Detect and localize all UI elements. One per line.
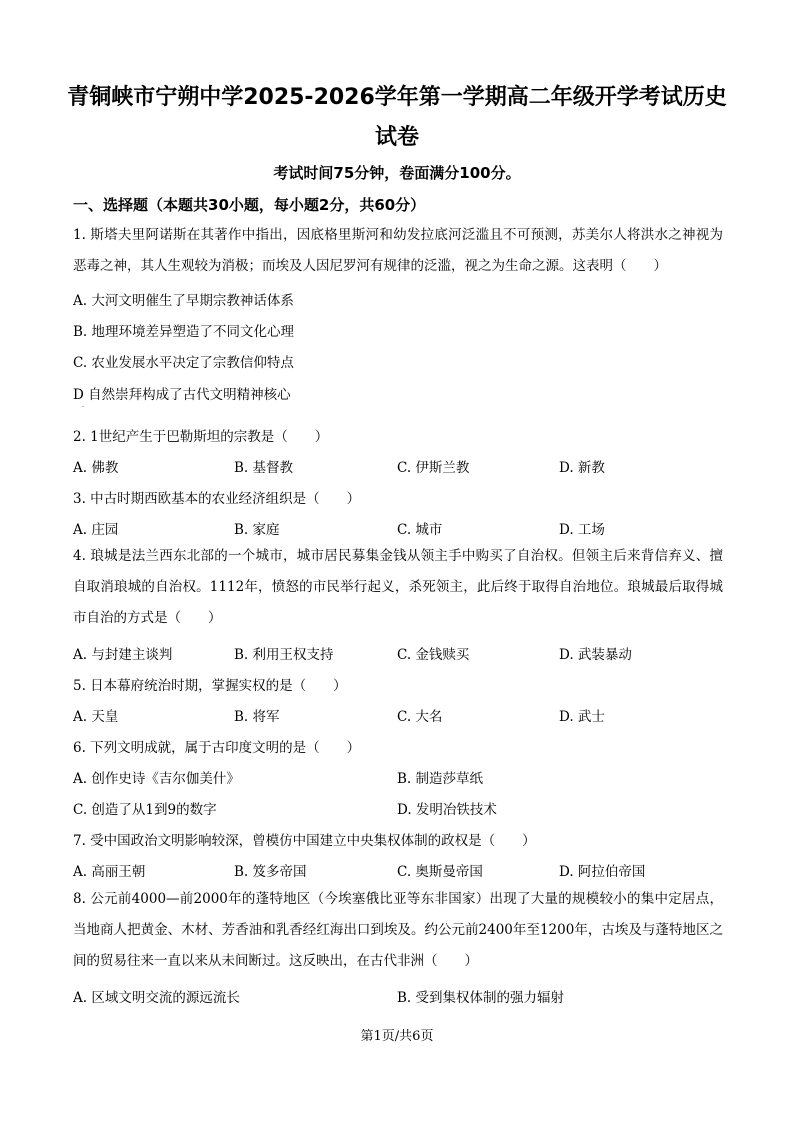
question-1-option-d[interactable]: D 自然崇拜构成了古代文明精神核心 <box>73 387 291 403</box>
question-4-option-d[interactable]: D. 武装暴动 <box>559 647 632 663</box>
page-title: 青铜峡市宁朔中学2025-2026学年第一学期高二年级开学考试历史试卷 <box>67 85 727 150</box>
question-7-option-c[interactable]: C. 奥斯曼帝国 <box>397 864 483 880</box>
question-6-option-c[interactable]: C. 创造了从1到9的数字 <box>73 802 217 818</box>
question-6-option-d[interactable]: D. 发明冶铁技术 <box>397 802 497 818</box>
question-5-option-b[interactable]: B. 将军 <box>234 709 280 725</box>
question-6-stem: 6. 下列文明成就，属于古印度文明的是（ ） <box>73 740 361 756</box>
question-7-option-b[interactable]: B. 笈多帝国 <box>234 864 307 880</box>
question-2-stem: 2. 1世纪产生于巴勒斯坦的宗教是（ ） <box>73 429 329 445</box>
question-1-option-b[interactable]: B. 地理环境差异塑造了不同文化心理 <box>73 324 295 340</box>
question-5-option-d[interactable]: D. 武士 <box>559 709 605 725</box>
question-4-stem: 4. 琅城是法兰西东北部的一个城市，城市居民募集金钱从领主手中购买了自治权。但领主后来背信弃义、擅自取消琅城的自治权。1112年，愤怒的市民举行起义，杀死领主，此后终于取得自治地位。琅城最后取得城市自治的方式是（ ） <box>73 548 723 626</box>
question-3-option-c[interactable]: C. 城市 <box>397 522 443 538</box>
question-1-option-c[interactable]: C. 农业发展水平决定了宗教信仰特点 <box>73 355 294 371</box>
question-4-option-a[interactable]: A. 与封建主谈判 <box>73 647 173 663</box>
question-6-option-b[interactable]: B. 制造莎草纸 <box>397 771 484 787</box>
question-6-option-a[interactable]: A. 创作史诗《吉尔伽美什》 <box>73 771 240 787</box>
question-2-option-b[interactable]: B. 基督教 <box>234 460 294 476</box>
question-7-stem: 7. 受中国政治文明影响较深，曾模仿中国建立中央集权体制的政权是（ ） <box>73 833 536 849</box>
question-2-option-c[interactable]: C. 伊斯兰教 <box>397 460 470 476</box>
question-1-stem: 1. 斯塔夫里阿诺斯在其著作中指出，因底格里斯河和幼发拉底河泛滥且不可预测，苏美尔人将洪水之神视为恶毒之神，其人生观较为消极；而埃及人因尼罗河有规律的泛滥，视之为生命之源。这表明（ ） <box>73 227 723 274</box>
question-3-option-d[interactable]: D. 工场 <box>559 522 605 538</box>
question-3-option-a[interactable]: A. 庄园 <box>73 522 119 538</box>
page-footer: 第1页/共6页 <box>360 1029 434 1044</box>
stray-dot: · <box>82 404 84 411</box>
question-8-stem: 8. 公元前4000—前2000年的蓬特地区（今埃塞俄比亚等东非国家）出现了大量的规模较小的集中定居点，当地商人把黄金、木材、芳香油和乳香经红海出口到埃及。约公元前2400年至1200年，古埃及与蓬特地区之间的贸易往来一直以来从未间断过。这反映出，在古代非洲（ ） <box>73 891 723 969</box>
question-7-option-d[interactable]: D. 阿拉伯帝国 <box>559 864 646 880</box>
question-1-option-a[interactable]: A. 大河文明催生了早期宗教神话体系 <box>73 293 294 309</box>
question-8-option-b[interactable]: B. 受到集权体制的强力辐射 <box>397 990 565 1006</box>
question-7-option-a[interactable]: A. 高丽王朝 <box>73 864 146 880</box>
question-4-option-c[interactable]: C. 金钱赎买 <box>397 647 470 663</box>
question-3-stem: 3. 中古时期西欧基本的农业经济组织是（ ） <box>73 491 361 507</box>
question-8-option-a[interactable]: A. 区域文明交流的源远流长 <box>73 990 240 1006</box>
question-4-option-b[interactable]: B. 利用王权支持 <box>234 647 334 663</box>
question-2-option-d[interactable]: D. 新教 <box>559 460 605 476</box>
question-2-option-a[interactable]: A. 佛教 <box>73 460 119 476</box>
exam-info: 考试时间75分钟，卷面满分100分。 <box>273 164 521 182</box>
question-3-option-b[interactable]: B. 家庭 <box>234 522 280 538</box>
question-5-option-a[interactable]: A. 天皇 <box>73 709 119 725</box>
section-heading: 一、选择题（本题共30小题，每小题2分，共60分） <box>73 196 426 214</box>
question-5-stem: 5. 日本幕府统治时期，掌握实权的是（ ） <box>73 678 347 694</box>
question-5-option-c[interactable]: C. 大名 <box>397 709 443 725</box>
